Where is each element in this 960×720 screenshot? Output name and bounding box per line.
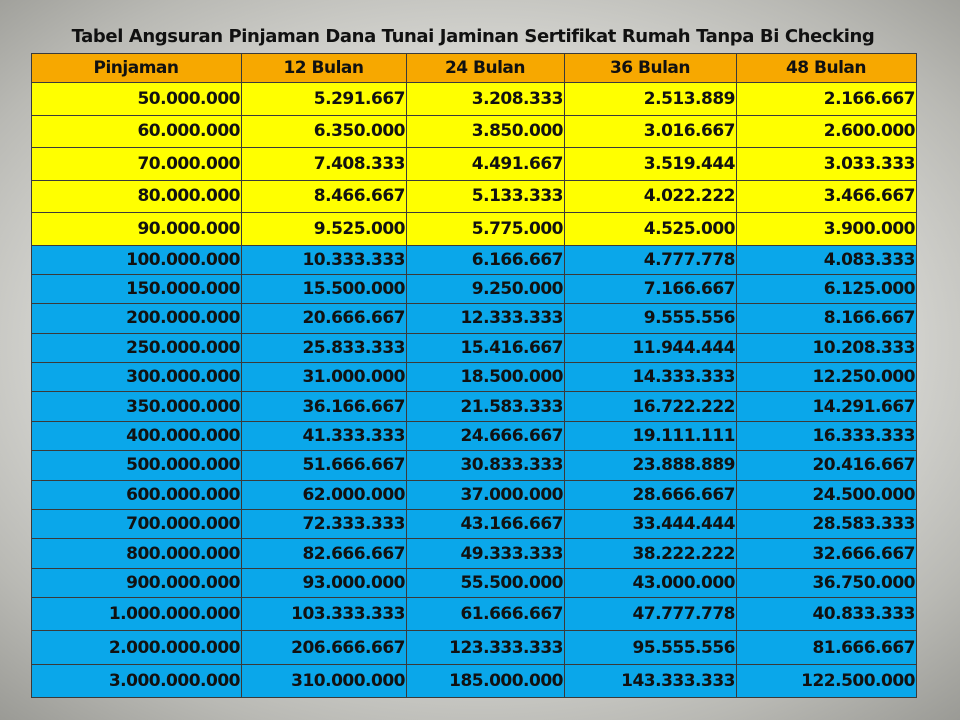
table-row — [32, 510, 917, 539]
table-body — [32, 83, 917, 698]
loan-amount-cell: 250.000.000 — [32, 333, 242, 362]
loan-amount-cell: 150.000.000 — [32, 274, 242, 303]
installment-24-cell: 9.250.000 — [407, 274, 565, 303]
installment-48-cell: 4.083.333 — [737, 245, 917, 274]
table-row — [32, 664, 917, 697]
installment-12-cell: 62.000.000 — [242, 480, 407, 509]
installment-24-cell: 5.133.333 — [407, 180, 565, 213]
installment-48-cell: 3.033.333 — [737, 148, 917, 181]
table-row — [32, 539, 917, 568]
table-row — [32, 148, 917, 181]
installment-24-cell: 3.208.333 — [407, 83, 565, 116]
column-header-loan: Pinjaman — [32, 54, 242, 83]
loan-amount-cell: 50.000.000 — [32, 83, 242, 116]
loan-amount-cell: 700.000.000 — [32, 510, 242, 539]
installment-24-cell: 30.833.333 — [407, 451, 565, 480]
installment-36-cell: 23.888.889 — [565, 451, 737, 480]
installment-48-cell: 20.416.667 — [737, 451, 917, 480]
table-header-row — [32, 54, 917, 83]
installment-48-cell: 122.500.000 — [737, 664, 917, 697]
installment-24-cell: 185.000.000 — [407, 664, 565, 697]
installment-12-cell: 25.833.333 — [242, 333, 407, 362]
table-row — [32, 598, 917, 631]
installment-36-cell: 19.111.111 — [565, 421, 737, 450]
table-row — [32, 213, 917, 246]
installment-36-cell: 3.519.444 — [565, 148, 737, 181]
installment-24-cell: 49.333.333 — [407, 539, 565, 568]
installment-24-cell: 18.500.000 — [407, 363, 565, 392]
installment-24-cell: 4.491.667 — [407, 148, 565, 181]
installment-36-cell: 4.022.222 — [565, 180, 737, 213]
loan-amount-cell: 100.000.000 — [32, 245, 242, 274]
installment-24-cell: 24.666.667 — [407, 421, 565, 450]
table-row — [32, 304, 917, 333]
installment-24-cell: 12.333.333 — [407, 304, 565, 333]
table-row — [32, 363, 917, 392]
column-header-48-months: 48 Bulan — [737, 54, 917, 83]
installment-36-cell: 38.222.222 — [565, 539, 737, 568]
installment-36-cell: 9.555.556 — [565, 304, 737, 333]
loan-amount-cell: 400.000.000 — [32, 421, 242, 450]
installment-12-cell: 310.000.000 — [242, 664, 407, 697]
installment-24-cell: 6.166.667 — [407, 245, 565, 274]
installment-12-cell: 20.666.667 — [242, 304, 407, 333]
installment-48-cell: 40.833.333 — [737, 598, 917, 631]
installment-48-cell: 2.166.667 — [737, 83, 917, 116]
loan-amount-cell: 90.000.000 — [32, 213, 242, 246]
installment-12-cell: 206.666.667 — [242, 631, 407, 664]
installment-48-cell: 3.466.667 — [737, 180, 917, 213]
installment-12-cell: 10.333.333 — [242, 245, 407, 274]
installment-36-cell: 33.444.444 — [565, 510, 737, 539]
installment-12-cell: 82.666.667 — [242, 539, 407, 568]
column-header-12-months: 12 Bulan — [242, 54, 407, 83]
installment-12-cell: 72.333.333 — [242, 510, 407, 539]
table-row — [32, 245, 917, 274]
installment-table — [31, 53, 917, 698]
table-row — [32, 421, 917, 450]
table-row — [32, 115, 917, 148]
installment-12-cell: 51.666.667 — [242, 451, 407, 480]
installment-48-cell: 81.666.667 — [737, 631, 917, 664]
installment-48-cell: 36.750.000 — [737, 568, 917, 597]
table-row — [32, 333, 917, 362]
installment-36-cell: 7.166.667 — [565, 274, 737, 303]
loan-amount-cell: 900.000.000 — [32, 568, 242, 597]
installment-48-cell: 24.500.000 — [737, 480, 917, 509]
installment-12-cell: 8.466.667 — [242, 180, 407, 213]
installment-36-cell: 2.513.889 — [565, 83, 737, 116]
installment-12-cell: 36.166.667 — [242, 392, 407, 421]
installment-48-cell: 32.666.667 — [737, 539, 917, 568]
installment-36-cell: 11.944.444 — [565, 333, 737, 362]
installment-36-cell: 4.777.778 — [565, 245, 737, 274]
loan-amount-cell: 80.000.000 — [32, 180, 242, 213]
installment-48-cell: 28.583.333 — [737, 510, 917, 539]
installment-36-cell: 28.666.667 — [565, 480, 737, 509]
installment-24-cell: 5.775.000 — [407, 213, 565, 246]
installment-24-cell: 123.333.333 — [407, 631, 565, 664]
installment-24-cell: 21.583.333 — [407, 392, 565, 421]
installment-12-cell: 9.525.000 — [242, 213, 407, 246]
loan-amount-cell: 3.000.000.000 — [32, 664, 242, 697]
installment-24-cell: 61.666.667 — [407, 598, 565, 631]
table-row — [32, 568, 917, 597]
table-row — [32, 451, 917, 480]
installment-12-cell: 7.408.333 — [242, 148, 407, 181]
installment-24-cell: 43.166.667 — [407, 510, 565, 539]
table-row — [32, 480, 917, 509]
loan-amount-cell: 800.000.000 — [32, 539, 242, 568]
installment-12-cell: 41.333.333 — [242, 421, 407, 450]
column-header-36-months: 36 Bulan — [565, 54, 737, 83]
loan-amount-cell: 500.000.000 — [32, 451, 242, 480]
installment-36-cell: 14.333.333 — [565, 363, 737, 392]
loan-amount-cell: 300.000.000 — [32, 363, 242, 392]
installment-48-cell: 16.333.333 — [737, 421, 917, 450]
loan-amount-cell: 200.000.000 — [32, 304, 242, 333]
table-row — [32, 274, 917, 303]
installment-48-cell: 14.291.667 — [737, 392, 917, 421]
installment-36-cell: 47.777.778 — [565, 598, 737, 631]
loan-amount-cell: 70.000.000 — [32, 148, 242, 181]
installment-36-cell: 43.000.000 — [565, 568, 737, 597]
table-row — [32, 392, 917, 421]
loan-amount-cell: 2.000.000.000 — [32, 631, 242, 664]
installment-48-cell: 3.900.000 — [737, 213, 917, 246]
installment-48-cell: 2.600.000 — [737, 115, 917, 148]
loan-amount-cell: 350.000.000 — [32, 392, 242, 421]
installment-24-cell: 3.850.000 — [407, 115, 565, 148]
installment-48-cell: 10.208.333 — [737, 333, 917, 362]
installment-48-cell: 8.166.667 — [737, 304, 917, 333]
installment-36-cell: 16.722.222 — [565, 392, 737, 421]
table-row — [32, 631, 917, 664]
table-row — [32, 83, 917, 116]
installment-12-cell: 6.350.000 — [242, 115, 407, 148]
installment-48-cell: 6.125.000 — [737, 274, 917, 303]
installment-12-cell: 93.000.000 — [242, 568, 407, 597]
installment-12-cell: 5.291.667 — [242, 83, 407, 116]
loan-amount-cell: 1.000.000.000 — [32, 598, 242, 631]
installment-12-cell: 15.500.000 — [242, 274, 407, 303]
installment-24-cell: 55.500.000 — [407, 568, 565, 597]
installment-36-cell: 4.525.000 — [565, 213, 737, 246]
table-row — [32, 180, 917, 213]
installment-36-cell: 95.555.556 — [565, 631, 737, 664]
column-header-24-months: 24 Bulan — [407, 54, 565, 83]
installment-36-cell: 3.016.667 — [565, 115, 737, 148]
page-title: Tabel Angsuran Pinjaman Dana Tunai Jaminan Sertifikat Rumah Tanpa Bi Checking — [71, 26, 875, 47]
installment-36-cell: 143.333.333 — [565, 664, 737, 697]
installment-24-cell: 15.416.667 — [407, 333, 565, 362]
installment-12-cell: 31.000.000 — [242, 363, 407, 392]
loan-amount-cell: 60.000.000 — [32, 115, 242, 148]
installment-48-cell: 12.250.000 — [737, 363, 917, 392]
installment-12-cell: 103.333.333 — [242, 598, 407, 631]
loan-amount-cell: 600.000.000 — [32, 480, 242, 509]
installment-24-cell: 37.000.000 — [407, 480, 565, 509]
